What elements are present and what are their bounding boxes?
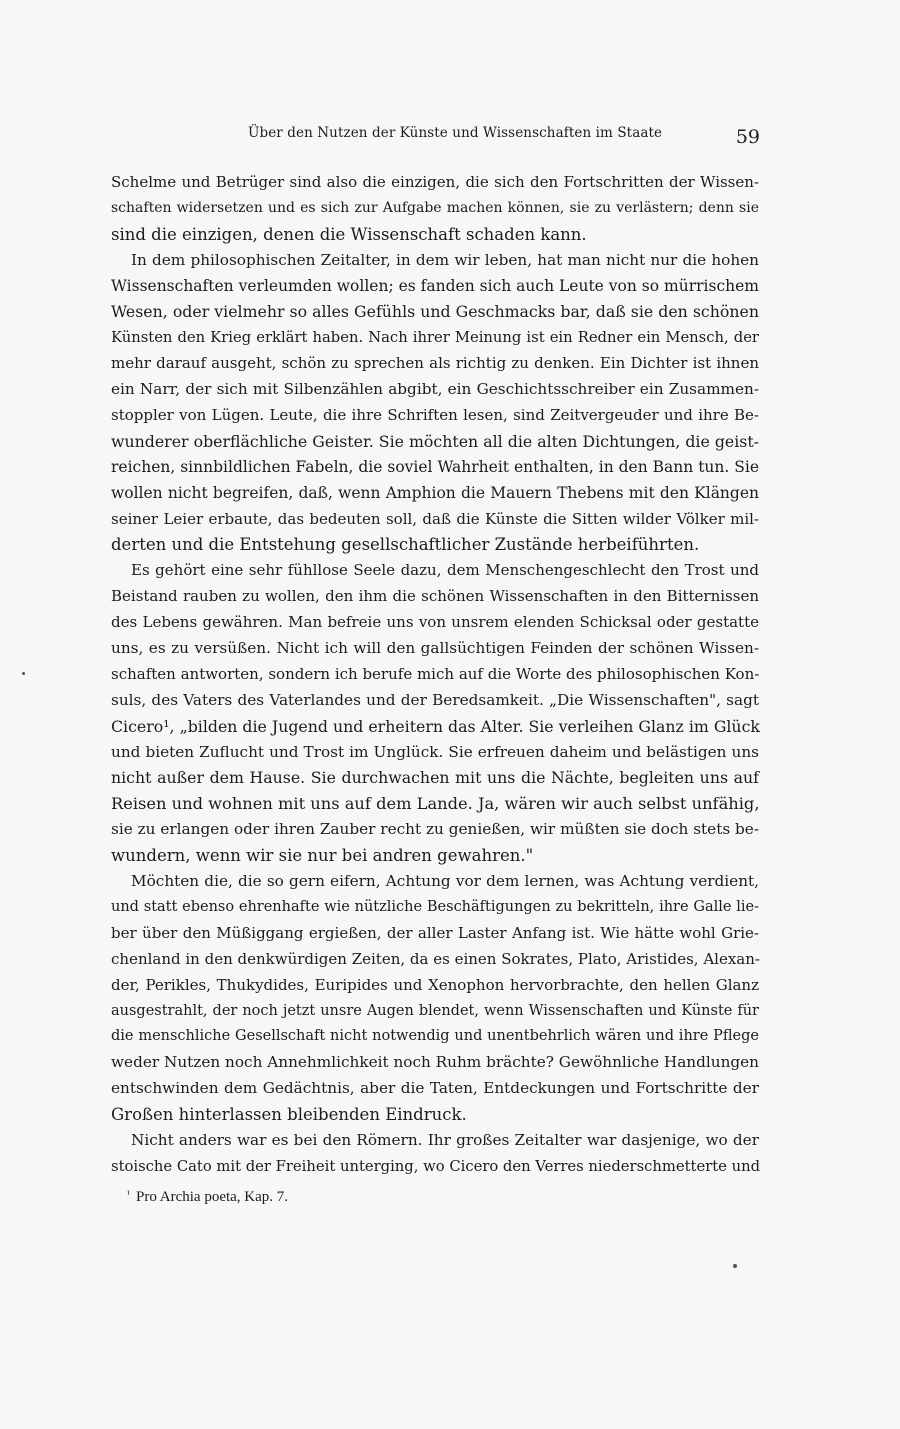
text-line: seiner Leier erbaute, das bedeuten soll, daß die Künste die Sitten wilder Völker mil- [111, 509, 759, 528]
text-line: chenland in den denkwürdigen Zeiten, da es einen Sokrates, Plato, Aristides, Alexan- [111, 949, 760, 968]
scan-speck [22, 672, 25, 675]
text-line: Möchten die, die so gern eifern, Achtung vor dem lernen, was Achtung verdient, [131, 872, 759, 891]
text-line: stoppler von Lügen. Leute, die ihre Schriften lesen, sind Zeitvergeuder und ihre Be- [111, 406, 759, 425]
paragraph [111, 1128, 759, 1180]
page-number: 59 [735, 126, 760, 148]
text-line: Cicero¹, „bilden die Jugend und erheitern das Alter. Sie verleihen Glanz im Glück [111, 716, 760, 736]
paragraph [111, 869, 759, 1128]
text-line: und statt ebenso ehrenhafte wie nützliche Beschäftigungen zu bekritteln, ihre Galle lie- [111, 898, 759, 915]
text-line: der, Perikles, Thukydides, Euripides und Xenophon hervorbrachte, den hellen Glanz [111, 975, 759, 994]
paragraph [111, 558, 759, 869]
text-line: die menschliche Gesellschaft nicht notwendig und unentbehrlich wären und ihre Pflege [111, 1028, 759, 1045]
text-line: schaften antworten, sondern ich berufe mich auf die Worte des philosophischen Kon- [111, 664, 760, 683]
footnote-marker: ¹ [127, 1189, 130, 1200]
body-text [111, 170, 759, 1180]
text-line: Beistand rauben zu wollen, den ihm die schönen Wissenschaften in den Bitternissen [111, 587, 759, 606]
text-line: sie zu erlangen oder ihren Zauber recht zu genießen, wir müßten sie doch stets be- [111, 820, 759, 839]
text-line: sind die einzigen, denen die Wissenschaft schaden kann. [111, 224, 587, 244]
text-line: Wissenschaften verleumden wollen; es fanden sich auch Leute von so mürrischem [111, 276, 759, 295]
text-line: wollen nicht begreifen, daß, wenn Amphion die Mauern Thebens mit den Klängen [111, 483, 759, 502]
text-line: Reisen und wohnen mit uns auf dem Lande. Ja, wären wir auch selbst unfähig, [111, 794, 760, 814]
text-line: derten und die Entstehung gesellschaftlicher Zustände herbeiführten. [111, 535, 700, 555]
text-line: und bieten Zuflucht und Trost im Unglück. Sie erfreuen daheim und belästigen uns [111, 742, 759, 761]
text-line: uns, es zu versüßen. Nicht ich will den gallsüchtigen Feinden der schönen Wissen- [111, 639, 759, 658]
text-line: ber über den Müßiggang ergießen, der aller Laster Anfang ist. Wie hätte wohl Grie- [111, 923, 759, 942]
text-line: schaften widersetzen und es sich zur Aufgabe machen können, sie zu verlästern; denn sie [111, 199, 759, 216]
page-header [110, 118, 760, 148]
text-line: stoische Cato mit der Freiheit unterging, wo Cicero den Verres niederschmetterte und [111, 1157, 761, 1175]
paragraph [111, 248, 759, 559]
text-line: Großen hinterlassen bleibenden Eindruck. [111, 1105, 467, 1125]
text-line: reichen, sinnbildlichen Fabeln, die soviel Wahrheit enthalten, in den Bann tun. Sie [111, 457, 759, 476]
text-line: Nicht anders war es bei den Römern. Ihr großes Zeitalter war dasjenige, wo der [131, 1130, 759, 1149]
footnote-text: Pro Archia poeta, Kap. 7. [136, 1189, 289, 1205]
text-line: ein Narr, der sich mit Silbenzählen abgibt, ein Geschichtsschreiber ein Zusammen- [111, 380, 759, 399]
text-line: In dem philosophischen Zeitalter, in dem wir leben, hat man nicht nur die hohen [131, 250, 759, 269]
text-line: suls, des Vaters des Vaterlandes und der Beredsamkeit. „Die Wissenschaften", sagt [111, 690, 759, 709]
paragraph [111, 170, 759, 248]
text-line: nicht außer dem Hause. Sie durchwachen mit uns die Nächte, begleiten uns auf [111, 768, 759, 788]
text-line: entschwinden dem Gedächtnis, aber die Taten, Entdeckungen und Fortschritte der [111, 1079, 759, 1098]
text-line: wunderer oberflächliche Geister. Sie möchten all die alten Dichtungen, die geist- [111, 431, 759, 451]
text-line: mehr darauf ausgeht, schön zu sprechen als richtig zu denken. Ein Dichter ist ihnen [111, 354, 759, 373]
text-line: weder Nutzen noch Annehmlichkeit noch Ruhm brächte? Gewöhnliche Handlungen [111, 1053, 759, 1072]
text-line: Schelme und Betrüger sind also die einzigen, die sich den Fortschritten der Wissen- [111, 173, 759, 191]
text-line: Es gehört eine sehr fühllose Seele dazu, dem Menschengeschlecht den Trost und [131, 561, 759, 580]
text-line: wundern, wenn wir sie nur bei andren gewahren." [111, 846, 534, 866]
running-title: Über den Nutzen der Künste und Wissenschaften im Staate [248, 125, 663, 141]
scan-speck [733, 1264, 737, 1268]
text-line: des Lebens gewähren. Man befreie uns von unsrem elenden Schicksal oder gestatte [111, 613, 759, 632]
footnote [127, 1189, 288, 1206]
text-line: Künsten den Krieg erklärt haben. Nach ihrer Meinung ist ein Redner ein Mensch, der [111, 329, 759, 347]
text-line: Wesen, oder vielmehr so alles Gefühls und Geschmacks bar, daß sie den schönen [111, 302, 759, 322]
text-line: ausgestrahlt, der noch jetzt unsre Augen blendet, wenn Wissenschaften und Künste für [111, 1002, 759, 1019]
